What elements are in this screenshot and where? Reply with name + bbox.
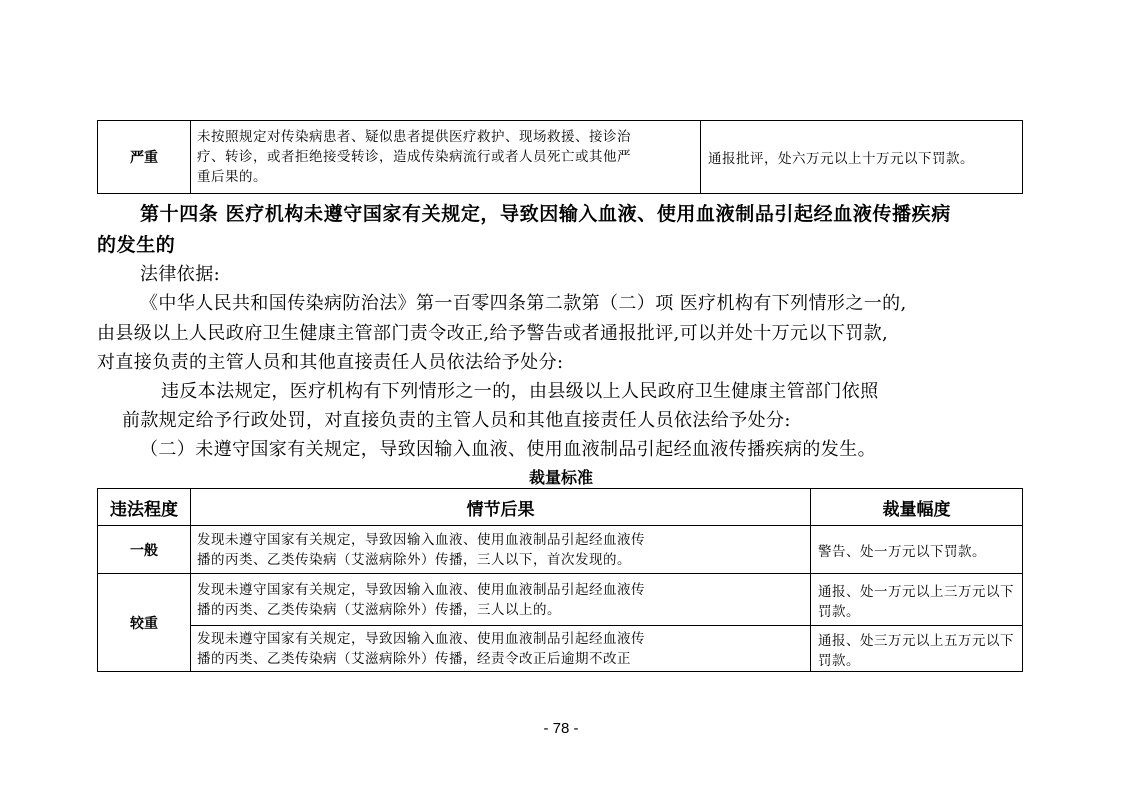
penalty-cell: 通报批评，处六万元以上十万元以下罚款。 (701, 121, 1023, 194)
law-text-line: 对直接负责的主管人员和其他直接责任人员依法给予处分: (97, 352, 564, 373)
circumstance-cell (191, 121, 701, 194)
severity-cell: 严重 (98, 121, 191, 194)
circumstance-line: 发现未遵守国家有关规定，导致因输入血液、使用血液制品引起经血液传 (197, 630, 645, 647)
severity-cell: 较重 (98, 574, 191, 672)
circumstance-line: 重后果的。 (197, 169, 267, 185)
discretion-standard-table (97, 488, 1023, 672)
header-circumstance: 情节后果 (191, 489, 811, 526)
article-title-cont: 的发生的 (97, 234, 176, 256)
continued-penalty-table (97, 120, 1023, 194)
severity-cell: 一般 (98, 526, 191, 574)
penalty-cell: 警告、处一万元以下罚款。 (811, 526, 1023, 574)
circumstance-cell (191, 526, 811, 574)
page-number: - 78 - (543, 720, 579, 737)
circumstance-cell (191, 574, 811, 626)
circumstance-line: 疗、转诊，或者拒绝接受转诊，造成传染病流行或者人员死亡或其他严 (197, 149, 631, 165)
circumstance-line: 播的丙类、乙类传染病（艾滋病除外）传播，三人以上的。 (197, 601, 561, 618)
circumstance-line: 发现未遵守国家有关规定，导致因输入血液、使用血液制品引起经血液传 (197, 581, 645, 598)
circumstance-line: 播的丙类、乙类传染病（艾滋病除外）传播，三人以下，首次发现的。 (197, 551, 631, 568)
regulation-text-line: 前款规定给予行政处罚，对直接负责的主管人员和其他直接责任人员依法给予处分: (122, 410, 791, 431)
circumstance-line: 播的丙类、乙类传染病（艾滋病除外）传播，经责令改正后逾期不改正 (197, 650, 631, 667)
circumstance-line: 发现未遵守国家有关规定，导致因输入血液、使用血液制品引起经血液传 (197, 531, 645, 548)
regulation-text-line: （二）未遵守国家有关规定，导致因输入血液、使用血液制品引起经血液传播疾病的发生。 (140, 439, 876, 460)
circumstance-line: 未按照规定对传染病患者、疑似患者提供医疗救护、现场救援、接诊治 (197, 129, 631, 145)
table-caption: 裁量标准 (528, 468, 593, 487)
circumstance-cell (191, 626, 811, 672)
regulation-text-line: 违反本法规定，医疗机构有下列情形之一的，由县级以上人民政府卫生健康主管部门依照 (161, 381, 879, 402)
penalty-cell: 通报、处三万元以上五万元以下罚款。 (811, 626, 1023, 672)
table-row (98, 626, 1023, 672)
table-header-row (98, 489, 1023, 526)
table-row (98, 574, 1023, 626)
table-row (98, 121, 1023, 194)
law-text-line: 由县级以上人民政府卫生健康主管部门责令改正,给予警告或者通报批评,可以并处十万元以下罚款, (97, 323, 889, 344)
penalty-cell: 通报、处一万元以上三万元以下罚款。 (811, 574, 1023, 626)
header-penalty: 裁量幅度 (811, 489, 1023, 526)
table-row (98, 526, 1023, 574)
law-text-line: 《中华人民共和国传染病防治法》第一百零四条第二款第（二）项 医疗机构有下列情形之一的, (140, 293, 907, 314)
article-title: 第十四条 医疗机构未遵守国家有关规定，导致因输入血液、使用血液制品引起经血液传播疾病 (140, 203, 951, 225)
basis-label: 法律依据: (140, 264, 221, 285)
header-severity: 违法程度 (98, 489, 191, 526)
